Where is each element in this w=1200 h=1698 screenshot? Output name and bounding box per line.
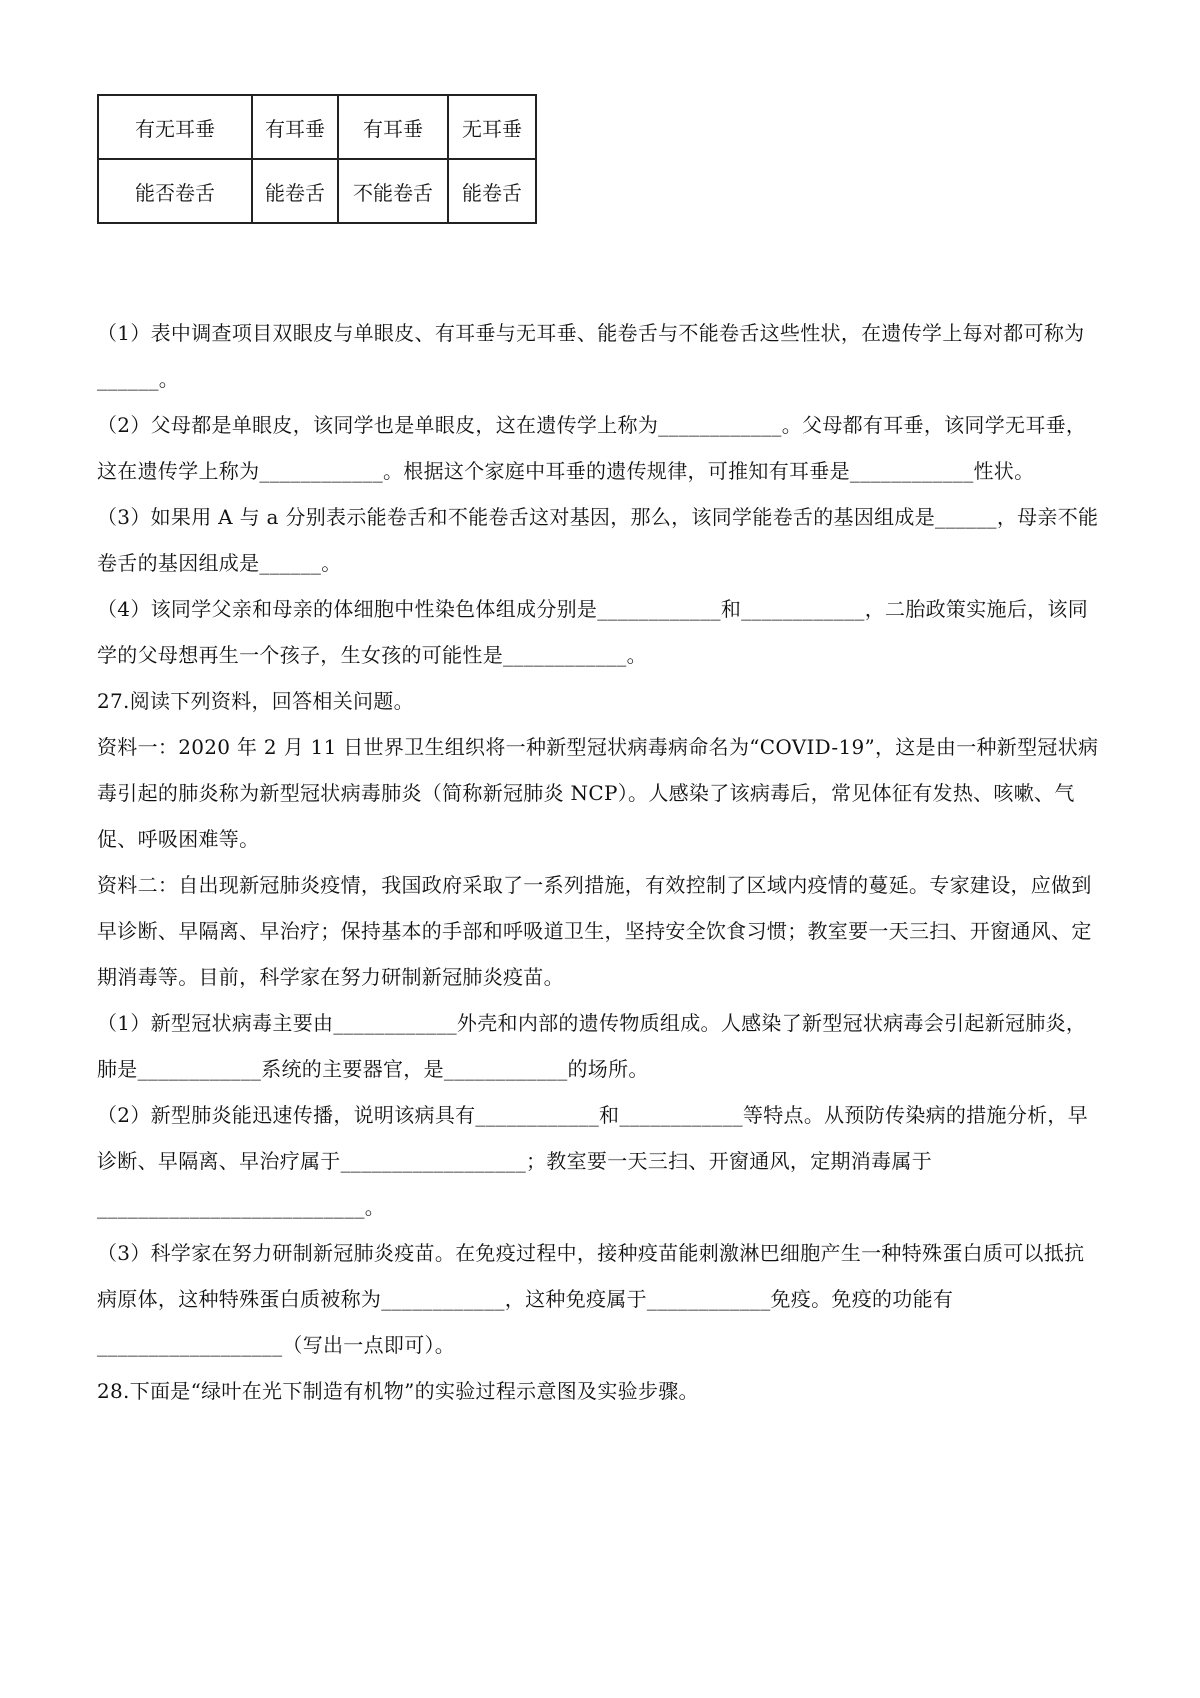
question-26-4: （4）该同学父亲和母亲的体细胞中性染色体组成分别是____________和____________，二胎政策实施后，该同学的父母想再生一个孩子，生女孩的可能性是____________。 <box>97 597 1089 667</box>
table-cell: 不能卷舌 <box>338 159 448 223</box>
table-cell: 有耳垂 <box>252 95 338 159</box>
question-text <box>97 310 1102 1414</box>
question-26-1: （1）表中调查项目双眼皮与单眼皮、有耳垂与无耳垂、能卷舌与不能卷舌这些性状，在遗传学上每对都可称为______。 <box>97 321 1085 391</box>
table-row <box>98 159 536 223</box>
question-27-2: （2）新型肺炎能迅速传播，说明该病具有____________和____________等特点。从预防传染病的措施分析，早诊断、早隔离、早治疗属于__________________；教室要一天三扫、开窗通风，定期消毒属于__________________________。 <box>97 1103 1089 1219</box>
table-cell: 无耳垂 <box>448 95 536 159</box>
material-one: 资料一：2020 年 2 月 11 日世界卫生组织将一种新型冠状病毒病命名为“COVID-19”，这是由一种新型冠状病毒引起的肺炎称为新型冠状病毒肺炎（简称新冠肺炎 NCP）。人感染了该病毒后，常见体征有发热、咳嗽、气促、呼吸困难等。 <box>97 735 1099 851</box>
table-cell: 能卷舌 <box>252 159 338 223</box>
trait-survey-table <box>97 94 537 224</box>
material-two: 资料二：自出现新冠肺炎疫情，我国政府采取了一系列措施，有效控制了区域内疫情的蔓延。专家建设，应做到早诊断、早隔离、早治疗；保持基本的手部和呼吸道卫生，坚持安全饮食习惯；教室要一天三扫、开窗通风、定期消毒等。目前，科学家在努力研制新冠肺炎疫苗。 <box>97 873 1092 989</box>
question-26-2: （2）父母都是单眼皮，该同学也是单眼皮，这在遗传学上称为____________。父母都有耳垂，该同学无耳垂，这在遗传学上称为____________。根据这个家庭中耳垂的遗传规律，可推知有耳垂是____________性状。 <box>97 413 1087 483</box>
table-cell: 有耳垂 <box>338 95 448 159</box>
question-26-3: （3）如果用 A 与 a 分别表示能卷舌和不能卷舌这对基因，那么，该同学能卷舌的基因组成是______，母亲不能卷舌的基因组成是______。 <box>97 505 1099 575</box>
table-cell: 能否卷舌 <box>98 159 252 223</box>
question-27-3: （3）科学家在努力研制新冠肺炎疫苗。在免疫过程中，接种疫苗能刺激淋巴细胞产生一种特殊蛋白质可以抵抗病原体，这种特殊蛋白质被称为____________，这种免疫属于____________免疫。免疫的功能有__________________（写出一点即可）。 <box>97 1241 1085 1357</box>
question-28-title: 28.下面是“绿叶在光下制造有机物”的实验过程示意图及实验步骤。 <box>97 1379 699 1403</box>
table-cell: 能卷舌 <box>448 159 536 223</box>
table-cell: 有无耳垂 <box>98 95 252 159</box>
question-27-title: 27.阅读下列资料，回答相关问题。 <box>97 689 414 713</box>
question-27-1: （1）新型冠状病毒主要由____________外壳和内部的遗传物质组成。人感染了新型冠状病毒会引起新冠肺炎，肺是____________系统的主要器官，是____________的场所。 <box>97 1011 1087 1081</box>
table-row <box>98 95 536 159</box>
